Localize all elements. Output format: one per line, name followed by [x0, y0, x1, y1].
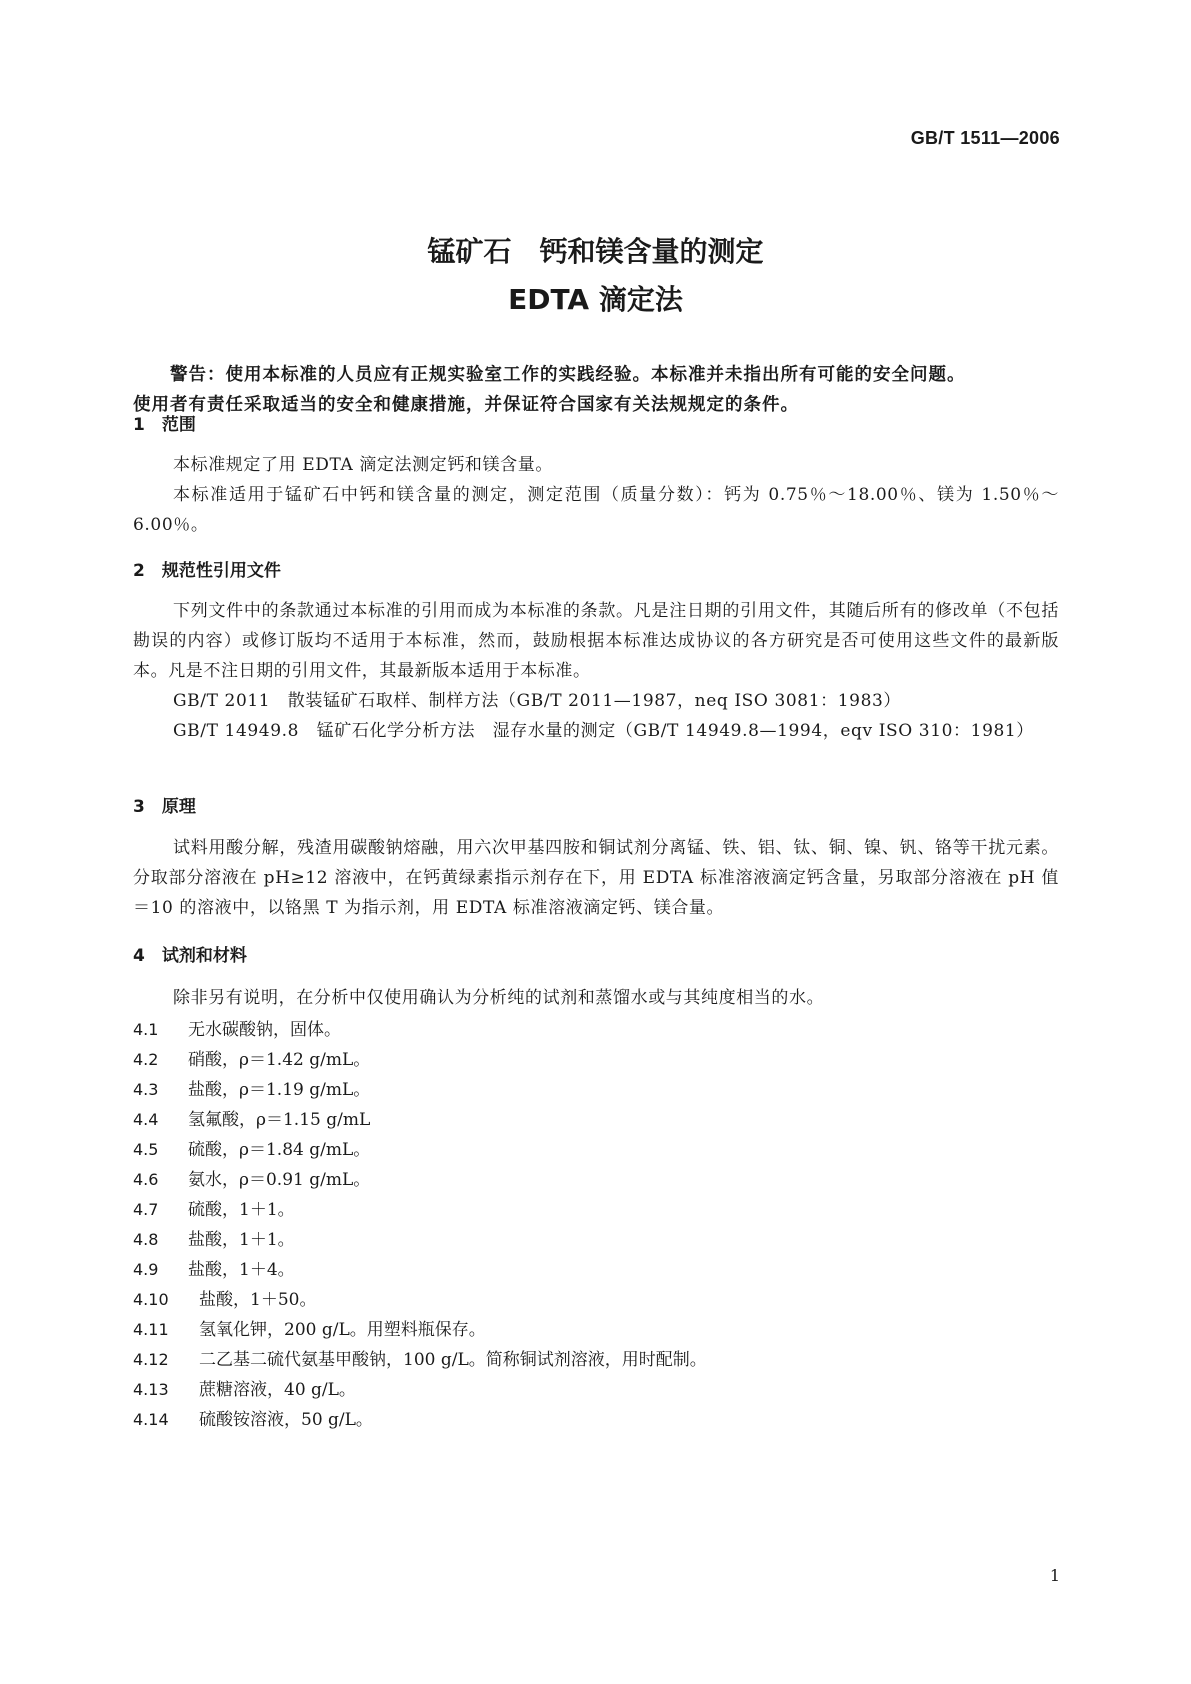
item-number: 4.7: [133, 1200, 159, 1219]
list-item: [133, 1165, 370, 1190]
item-number: 4.6: [133, 1170, 159, 1189]
item-number: 4.2: [133, 1050, 159, 1069]
item-text: 硝酸，ρ＝1.42 g/mL。: [188, 1050, 371, 1070]
item-number: 4.13: [133, 1380, 169, 1399]
list-item: [133, 1225, 295, 1250]
item-text: 氢氧化钾，200 g/L。用塑料瓶保存。: [199, 1320, 486, 1340]
document-title: 锰矿石 钙和镁含量的测定: [427, 235, 764, 268]
item-text: 蔗糖溶液，40 g/L。: [199, 1380, 356, 1400]
item-text: 氢氟酸，ρ＝1.15 g/mL: [188, 1110, 371, 1130]
section-3-body: [133, 833, 1059, 923]
section-1-heading: 1 范围: [133, 415, 196, 435]
warning-line-2: 使用者有责任采取适当的安全和健康措施，并保证符合国家有关法规规定的条件。: [133, 395, 799, 415]
item-text: 二乙基二硫代氨基甲酸钠，100 g/L。简称铜试剂溶液，用时配制。: [199, 1350, 707, 1370]
section-2-heading: 2 规范性引用文件: [133, 561, 281, 581]
item-text: 硫酸，ρ＝1.84 g/mL。: [188, 1140, 371, 1160]
section-4-heading: 4 试剂和材料: [133, 946, 247, 966]
item-text: 氨水，ρ＝0.91 g/mL。: [188, 1170, 371, 1190]
item-number: 4.14: [133, 1410, 169, 1429]
item-text: 盐酸，1＋4。: [188, 1260, 295, 1280]
item-number: 4.3: [133, 1080, 159, 1099]
list-item: [133, 1375, 356, 1400]
item-number: 4.5: [133, 1140, 159, 1159]
list-item: [133, 1075, 370, 1100]
section-1-body: [133, 450, 1059, 540]
page-number: 1: [1049, 1566, 1060, 1585]
section-3-para-1: 试料用酸分解，残渣用碳酸钠熔融，用六次甲基四胺和铜试剂分离锰、铁、铝、钛、铜、镍、钒、铬等干扰元素。分取部分溶液在 pH≥12 溶液中，在钙黄绿素指示剂存在下，用 EDTA 标准溶液滴定钙含量，另取部分溶液在 pH 值＝10 的溶液中，以铬黑 T 为指示剂，用 EDTA 标准溶液滴定钙、镁合量。: [133, 838, 1059, 918]
list-item: [133, 1315, 486, 1340]
reference-item: GB/T 2011 散装锰矿石取样、制样方法（GB/T 2011—1987，neq ISO 3081：1983）: [173, 691, 902, 711]
item-text: 盐酸，ρ＝1.19 g/mL。: [188, 1080, 371, 1100]
section-3-heading: 3 原理: [133, 797, 196, 817]
item-number: 4.9: [133, 1260, 159, 1279]
item-text: 无水碳酸钠，固体。: [188, 1020, 341, 1040]
section-1-para-2: 本标准适用于锰矿石中钙和镁含量的测定，测定范围（质量分数）：钙为 0.75％～18.00％、镁为 1.50％～6.00％。: [133, 485, 1059, 535]
item-text: 盐酸，1＋50。: [199, 1290, 317, 1310]
warning-block: [133, 360, 1059, 420]
list-item: [133, 1285, 316, 1310]
item-number: 4.1: [133, 1020, 159, 1039]
item-number: 4.11: [133, 1320, 169, 1339]
list-item: [133, 1345, 707, 1370]
item-text: 盐酸，1＋1。: [188, 1230, 295, 1250]
item-number: 4.10: [133, 1290, 169, 1309]
list-item: [133, 1255, 295, 1280]
reference-item: GB/T 14949.8 锰矿石化学分析方法 湿存水量的测定（GB/T 14949.8—1994，eqv ISO 310：1981）: [173, 721, 1034, 741]
item-text: 硫酸铵溶液，50 g/L。: [199, 1410, 373, 1430]
list-item: [133, 1045, 370, 1070]
section-1-para-1: 本标准规定了用 EDTA 滴定法测定钙和镁含量。: [173, 455, 553, 475]
list-item: [133, 1015, 341, 1040]
list-item: [133, 1195, 295, 1220]
list-item: [133, 1105, 370, 1130]
standard-code: GB/T 1511—2006: [910, 128, 1060, 148]
list-item: [133, 1135, 370, 1160]
item-number: 4.12: [133, 1350, 169, 1369]
section-2-para-1: 下列文件中的条款通过本标准的引用而成为本标准的条款。凡是注日期的引用文件，其随后所有的修改单（不包括勘误的内容）或修订版均不适用于本标准，然而，鼓励根据本标准达成协议的各方研究是否可使用这些文件的最新版本。凡是不注日期的引用文件，其最新版本适用于本标准。: [133, 601, 1059, 681]
item-number: 4.4: [133, 1110, 159, 1129]
list-item: [133, 1405, 373, 1430]
section-2-body: [133, 596, 1059, 746]
item-number: 4.8: [133, 1230, 159, 1249]
section-4-body: [133, 983, 1059, 1013]
item-text: 硫酸，1＋1。: [188, 1200, 295, 1220]
document-subtitle: EDTA 滴定法: [508, 283, 683, 316]
warning-line-1: 警告：使用本标准的人员应有正规实验室工作的实践经验。本标准并未指出所有可能的安全问题。: [170, 365, 966, 385]
section-4-para-1: 除非另有说明，在分析中仅使用确认为分析纯的试剂和蒸馏水或与其纯度相当的水。: [173, 988, 825, 1008]
